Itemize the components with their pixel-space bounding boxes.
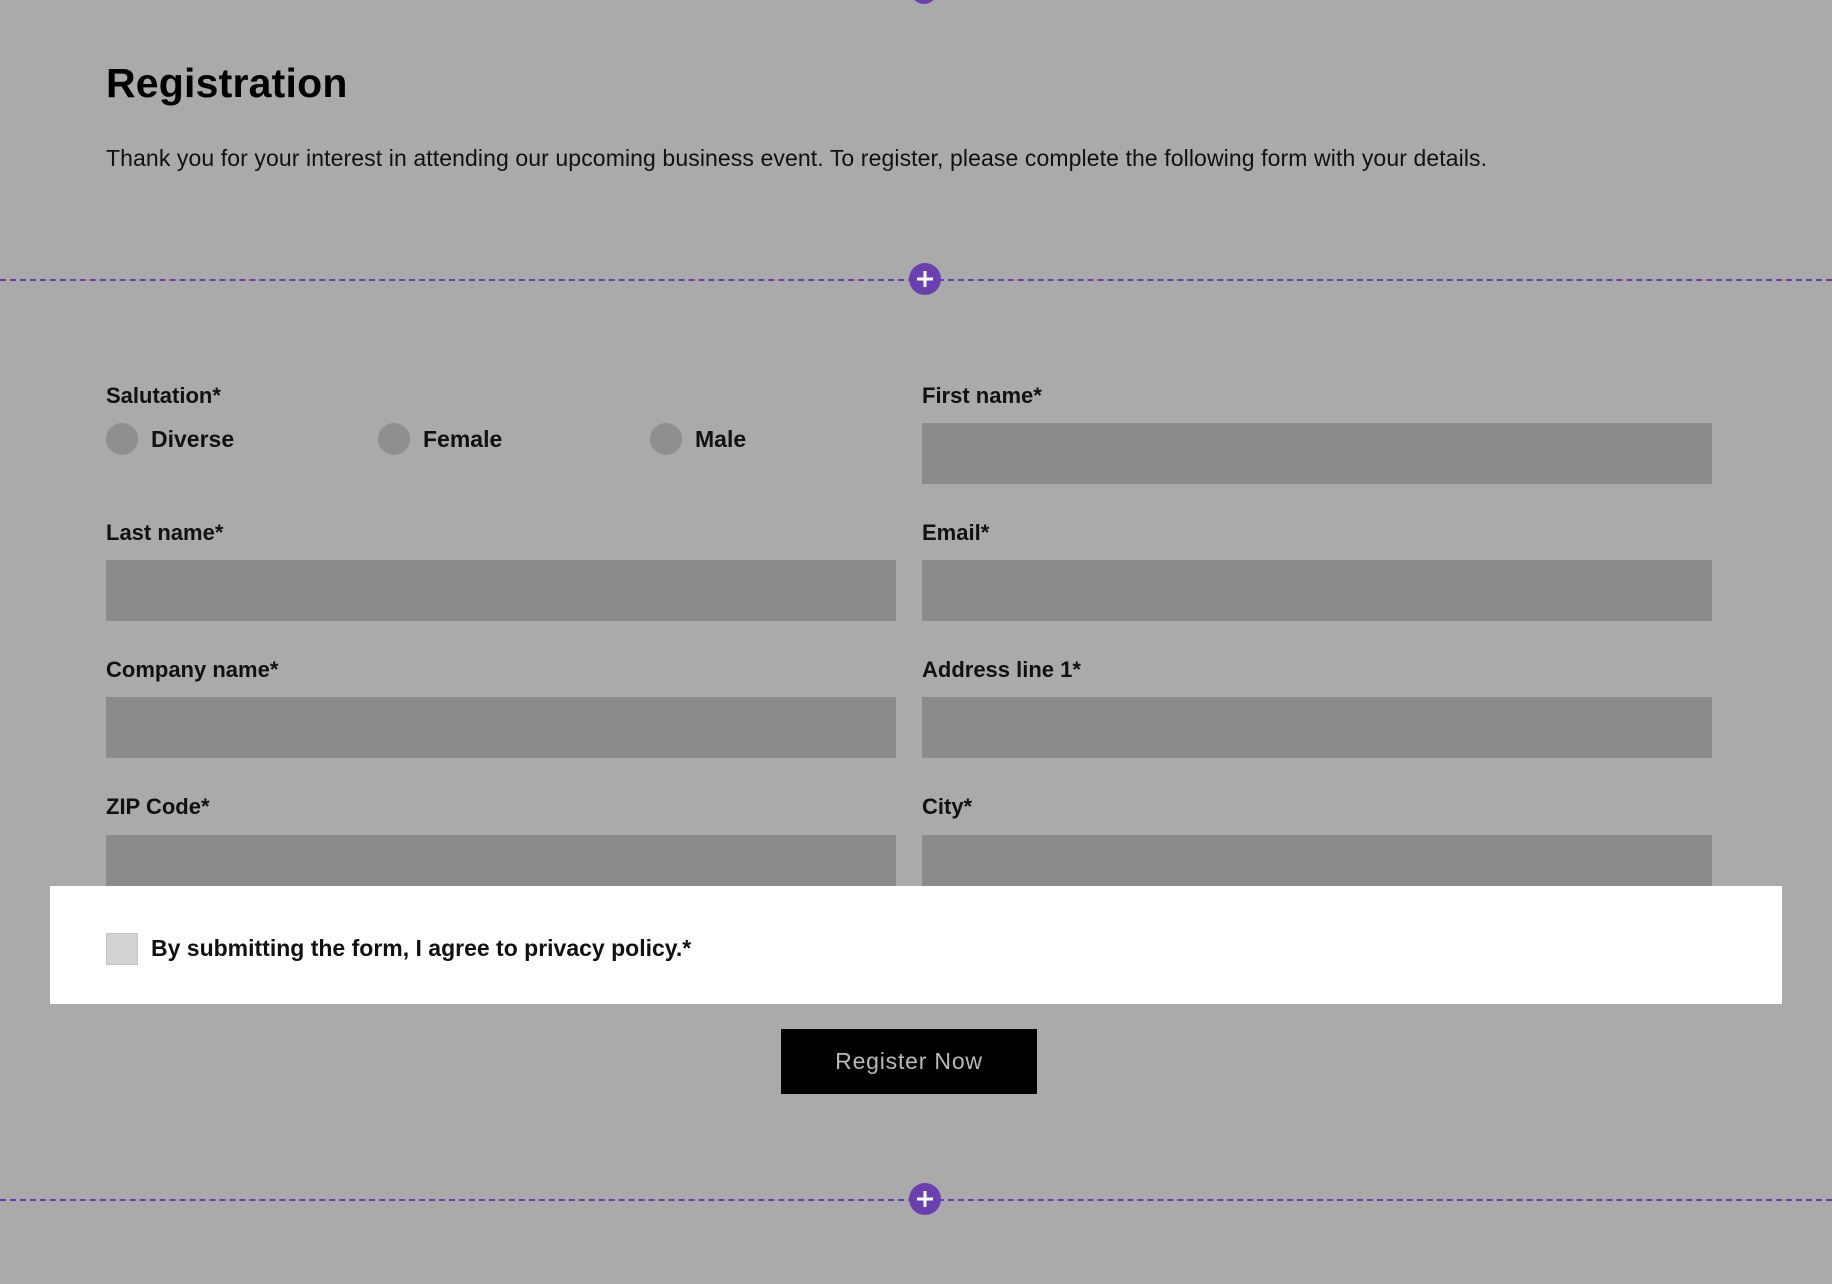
company-name-input[interactable] [106, 697, 896, 758]
page-title: Registration [106, 60, 348, 106]
radio-circle[interactable] [106, 423, 138, 455]
radio-circle[interactable] [650, 423, 682, 455]
last-name-input[interactable] [106, 560, 896, 621]
privacy-label: By submitting the form, I agree to privacy policy.* [151, 935, 692, 961]
register-now-button[interactable]: Register Now [781, 1029, 1037, 1094]
radio-option-male[interactable] [650, 423, 746, 455]
first-name-input[interactable] [922, 423, 1712, 484]
email-label: Email* [922, 520, 990, 545]
last-name-label: Last name* [106, 520, 224, 545]
city-label: City* [922, 794, 973, 819]
radio-label-diverse: Diverse [151, 425, 235, 452]
plus-icon [916, 270, 934, 288]
email-input[interactable] [922, 560, 1712, 621]
address-line-1-label: Address line 1* [922, 657, 1081, 682]
radio-label-female: Female [423, 425, 503, 452]
intro-text: Thank you for your interest in attending our upcoming business event. To register, please complete the following form with your details. [106, 145, 1488, 171]
top-add-section-handle[interactable] [911, 0, 937, 4]
company-name-label: Company name* [106, 657, 279, 682]
plus-icon [916, 1190, 934, 1208]
radio-option-female[interactable] [378, 423, 502, 455]
zip-code-label: ZIP Code* [106, 794, 210, 819]
salutation-label: Salutation* [106, 383, 221, 408]
radio-circle[interactable] [378, 423, 410, 455]
radio-option-diverse[interactable] [106, 423, 234, 455]
add-section-button[interactable] [909, 263, 941, 295]
privacy-checkbox[interactable] [106, 933, 138, 965]
add-section-button[interactable] [909, 1183, 941, 1215]
radio-label-male: Male [695, 425, 747, 452]
first-name-label: First name* [922, 383, 1042, 408]
address-line-1-input[interactable] [922, 697, 1712, 758]
